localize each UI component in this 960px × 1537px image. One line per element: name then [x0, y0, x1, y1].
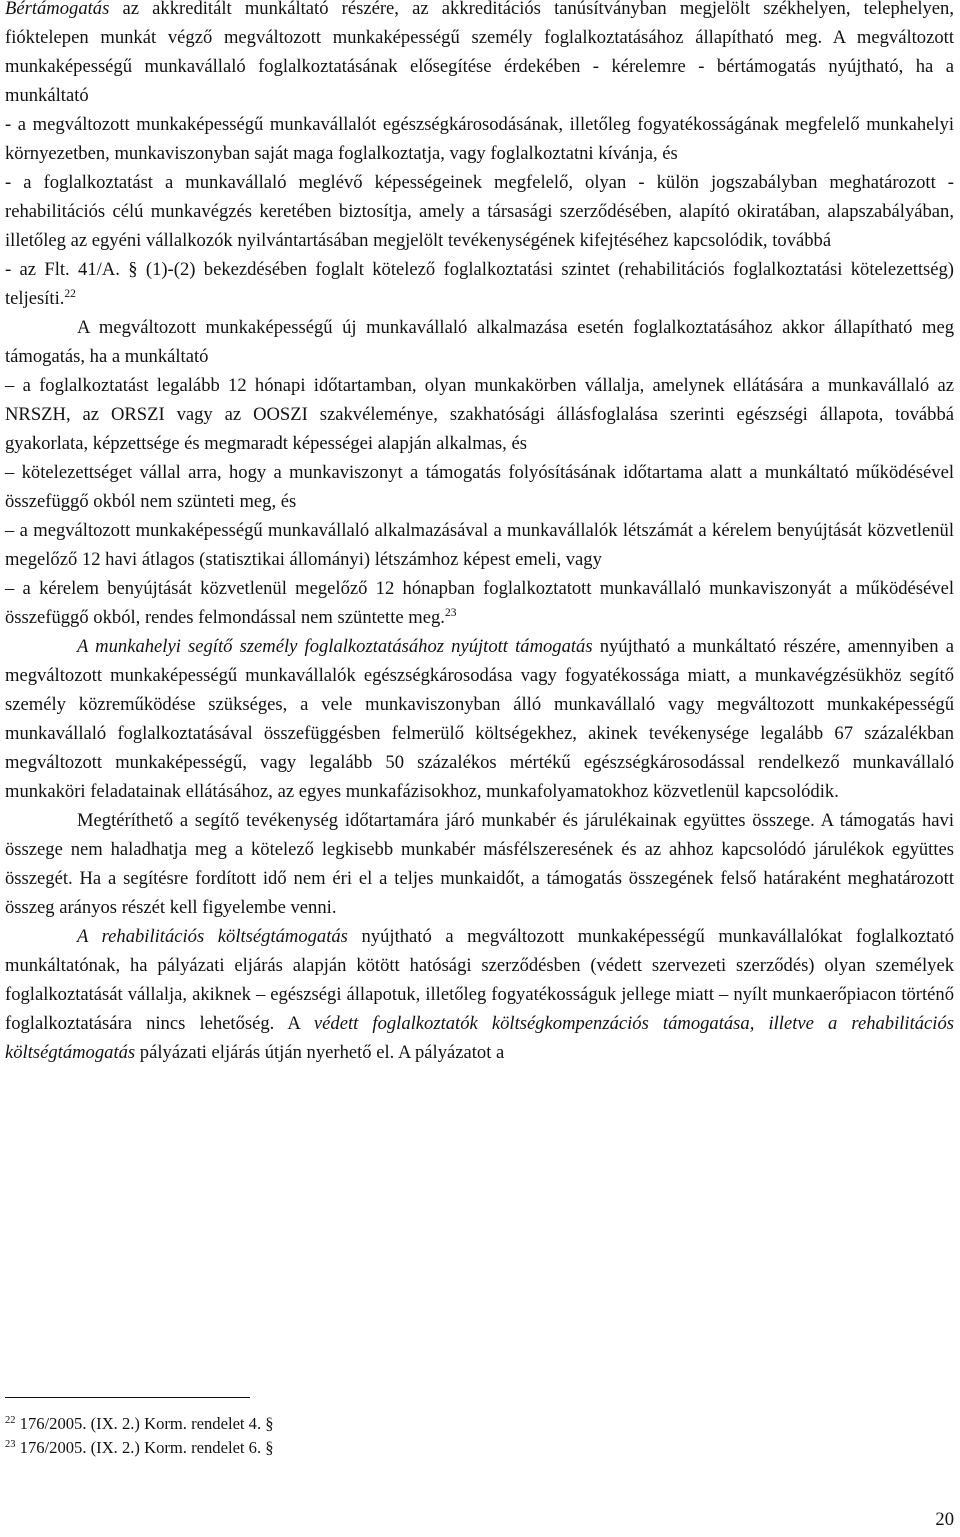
paragraph-p2 [5, 110, 954, 168]
text-run: pályázati eljárás útján nyerhető el. A pályázatot a [135, 1042, 505, 1063]
emphasized-text: Bértámogatás [5, 0, 110, 19]
footnotes [5, 1412, 705, 1460]
text-run: – a megváltozott munkaképességű munkavállaló alkalmazásával a munkavállalók létszámát a kérelem benyújtását közvetlenül megelőző 12 havi átlagos (statisztikai állományi) létszámhoz képest emeli, vagy [5, 520, 954, 570]
paragraph-p6 [5, 371, 954, 458]
footnote-22 [5, 1412, 705, 1436]
paragraph-p10 [5, 632, 954, 806]
text-run: – a kérelem benyújtását közvetlenül megelőző 12 hónapban foglalkoztatott munkavállaló munkaviszonyát a működésével összefüggő okból, rendes felmondással nem szüntette meg. [5, 578, 954, 628]
text-run: - az Flt. 41/A. § (1)-(2) bekezdésében foglalt kötelező foglalkoztatási szintet (rehabilitációs foglalkoztatási kötelezettség) teljesíti. [5, 259, 954, 309]
paragraph-p1 [5, 0, 954, 110]
emphasized-text: A munkahelyi segítő személy foglalkoztatásához nyújtott támogatás [77, 636, 593, 657]
text-run: nyújtható a megváltozott munkaképességű munkavállalókat foglalkoztató munkáltatónak, ha pályázati eljárás alapján kötött hatósági szerződésben (védett szervezeti szerződés) olyan személyek foglalkoztatását vállalja, akiknek – egészségi állapotuk, illetőleg fogyatékosságuk jellege miatt – nyílt munkaerőpiacon történő foglalkoztatására nincs lehetőség. A [5, 926, 954, 1034]
paragraph-p9 [5, 574, 954, 632]
footnote-separator [5, 1397, 250, 1398]
text-run: – a foglalkoztatást legalább 12 hónapi időtartamban, olyan munkakörben vállalja, amelynek ellátására a munkavállaló az NRSZH, az ORSZI vagy az OOSZI szakvéleménye, szakhatósági állásfoglalása szerinti egészségi állapota, továbbá gyakorlata, képzettsége és megmaradt képességei alapján alkalmas, és [5, 375, 954, 454]
paragraph-p11 [5, 806, 954, 922]
text-run: A megváltozott munkaképességű új munkavállaló alkalmazása esetén foglalkoztatásához akkor állapítható meg támogatás, ha a munkáltató [5, 317, 954, 367]
body-text [5, 0, 954, 1067]
footnote-text: 176/2005. (IX. 2.) Korm. rendelet 4. § [19, 1414, 274, 1433]
text-run: – kötelezettséget vállal arra, hogy a munkaviszonyt a támogatás folyósításának időtartama alatt a munkáltató működésével összefüggő okból nem szünteti meg, és [5, 462, 954, 512]
footnote-number: 22 [5, 1415, 16, 1426]
emphasized-text: védett foglalkoztatók költségkompenzációs támogatása, illetve a rehabilitációs költségtámogatás [5, 1013, 954, 1063]
paragraph-p5 [5, 313, 954, 371]
text-run: - a megváltozott munkaképességű munkavállalót egészségkárosodásának, illetőleg fogyatékosságának megfelelő munkahelyi környezetben, munkaviszonyban saját maga foglalkoztatja, vagy foglalkoztatni kívánja, és [5, 114, 954, 164]
footnote-23 [5, 1436, 705, 1460]
text-run: Megtéríthető a segítő tevékenység időtartamára járó munkabér és járulékainak együttes összege. A támogatás havi összege nem haladhatja meg a kötelező legkisebb munkabér másfélszeresének és az ahhoz kapcsolódó járulékok együttes összegét. Ha a segítésre fordított idő nem éri el a teljes munkaidőt, a támogatás összegének felső határaként meghatározott összeg arányos részét kell figyelembe venni. [5, 810, 954, 918]
footnote-reference: 23 [444, 607, 457, 619]
paragraph-p3 [5, 168, 954, 255]
paragraph-p4 [5, 255, 954, 313]
paragraph-p7 [5, 458, 954, 516]
text-run: az akkreditált munkáltató részére, az akkreditációs tanúsítványban megjelölt székhelyen, telephelyen, fióktelepen munkát végző megváltozott munkaképességű személy foglalkoztatásához állapítható meg. A megváltozott munkaképességű munkavállaló foglalkoztatásának elősegítése érdekében - kérelemre - bértámogatás nyújtható, ha a munkáltató [5, 0, 954, 106]
paragraph-p8 [5, 516, 954, 574]
paragraph-p12 [5, 922, 954, 1067]
text-run: - a foglalkoztatást a munkavállaló meglévő képességeinek megfelelő, olyan - külön jogszabályban meghatározott - rehabilitációs célú munkavégzés keretében biztosítja, amely a társasági szerződésében, alapító okiratában, alapszabályában, illetőleg az egyéni vállalkozók nyilvántartásában megjelölt tevékenységének kifejtéséhez kapcsolódik, továbbá [5, 172, 954, 251]
footnote-number: 23 [5, 1439, 16, 1450]
footnote-text: 176/2005. (IX. 2.) Korm. rendelet 6. § [19, 1438, 274, 1457]
text-run: nyújtható a munkáltató részére, amennyiben a megváltozott munkaképességű munkavállalók egészségkárosodása vagy fogyatékossága miatt, a munkavégzésükhöz segítő személy közreműködése szükséges, a vele munkaviszonyban álló munkavállaló vagy megváltozott munkaképességű munkavállaló foglalkoztatásával összefüggésben felmerülő költségekhez, akinek tevékenysége legalább 67 százalékban megváltozott munkaképességű, vagy legalább 50 százalékos mértékű egészségkárosodással rendelkező munkavállaló munkaköri feladatainak ellátásához, az egyes munkafázisokhoz, munkafolyamatokhoz közvetlenül kapcsolódik. [5, 636, 955, 802]
page-number: 20 [935, 1509, 954, 1530]
footnote-reference: 22 [64, 288, 76, 300]
emphasized-text: A rehabilitációs költségtámogatás [77, 926, 348, 947]
